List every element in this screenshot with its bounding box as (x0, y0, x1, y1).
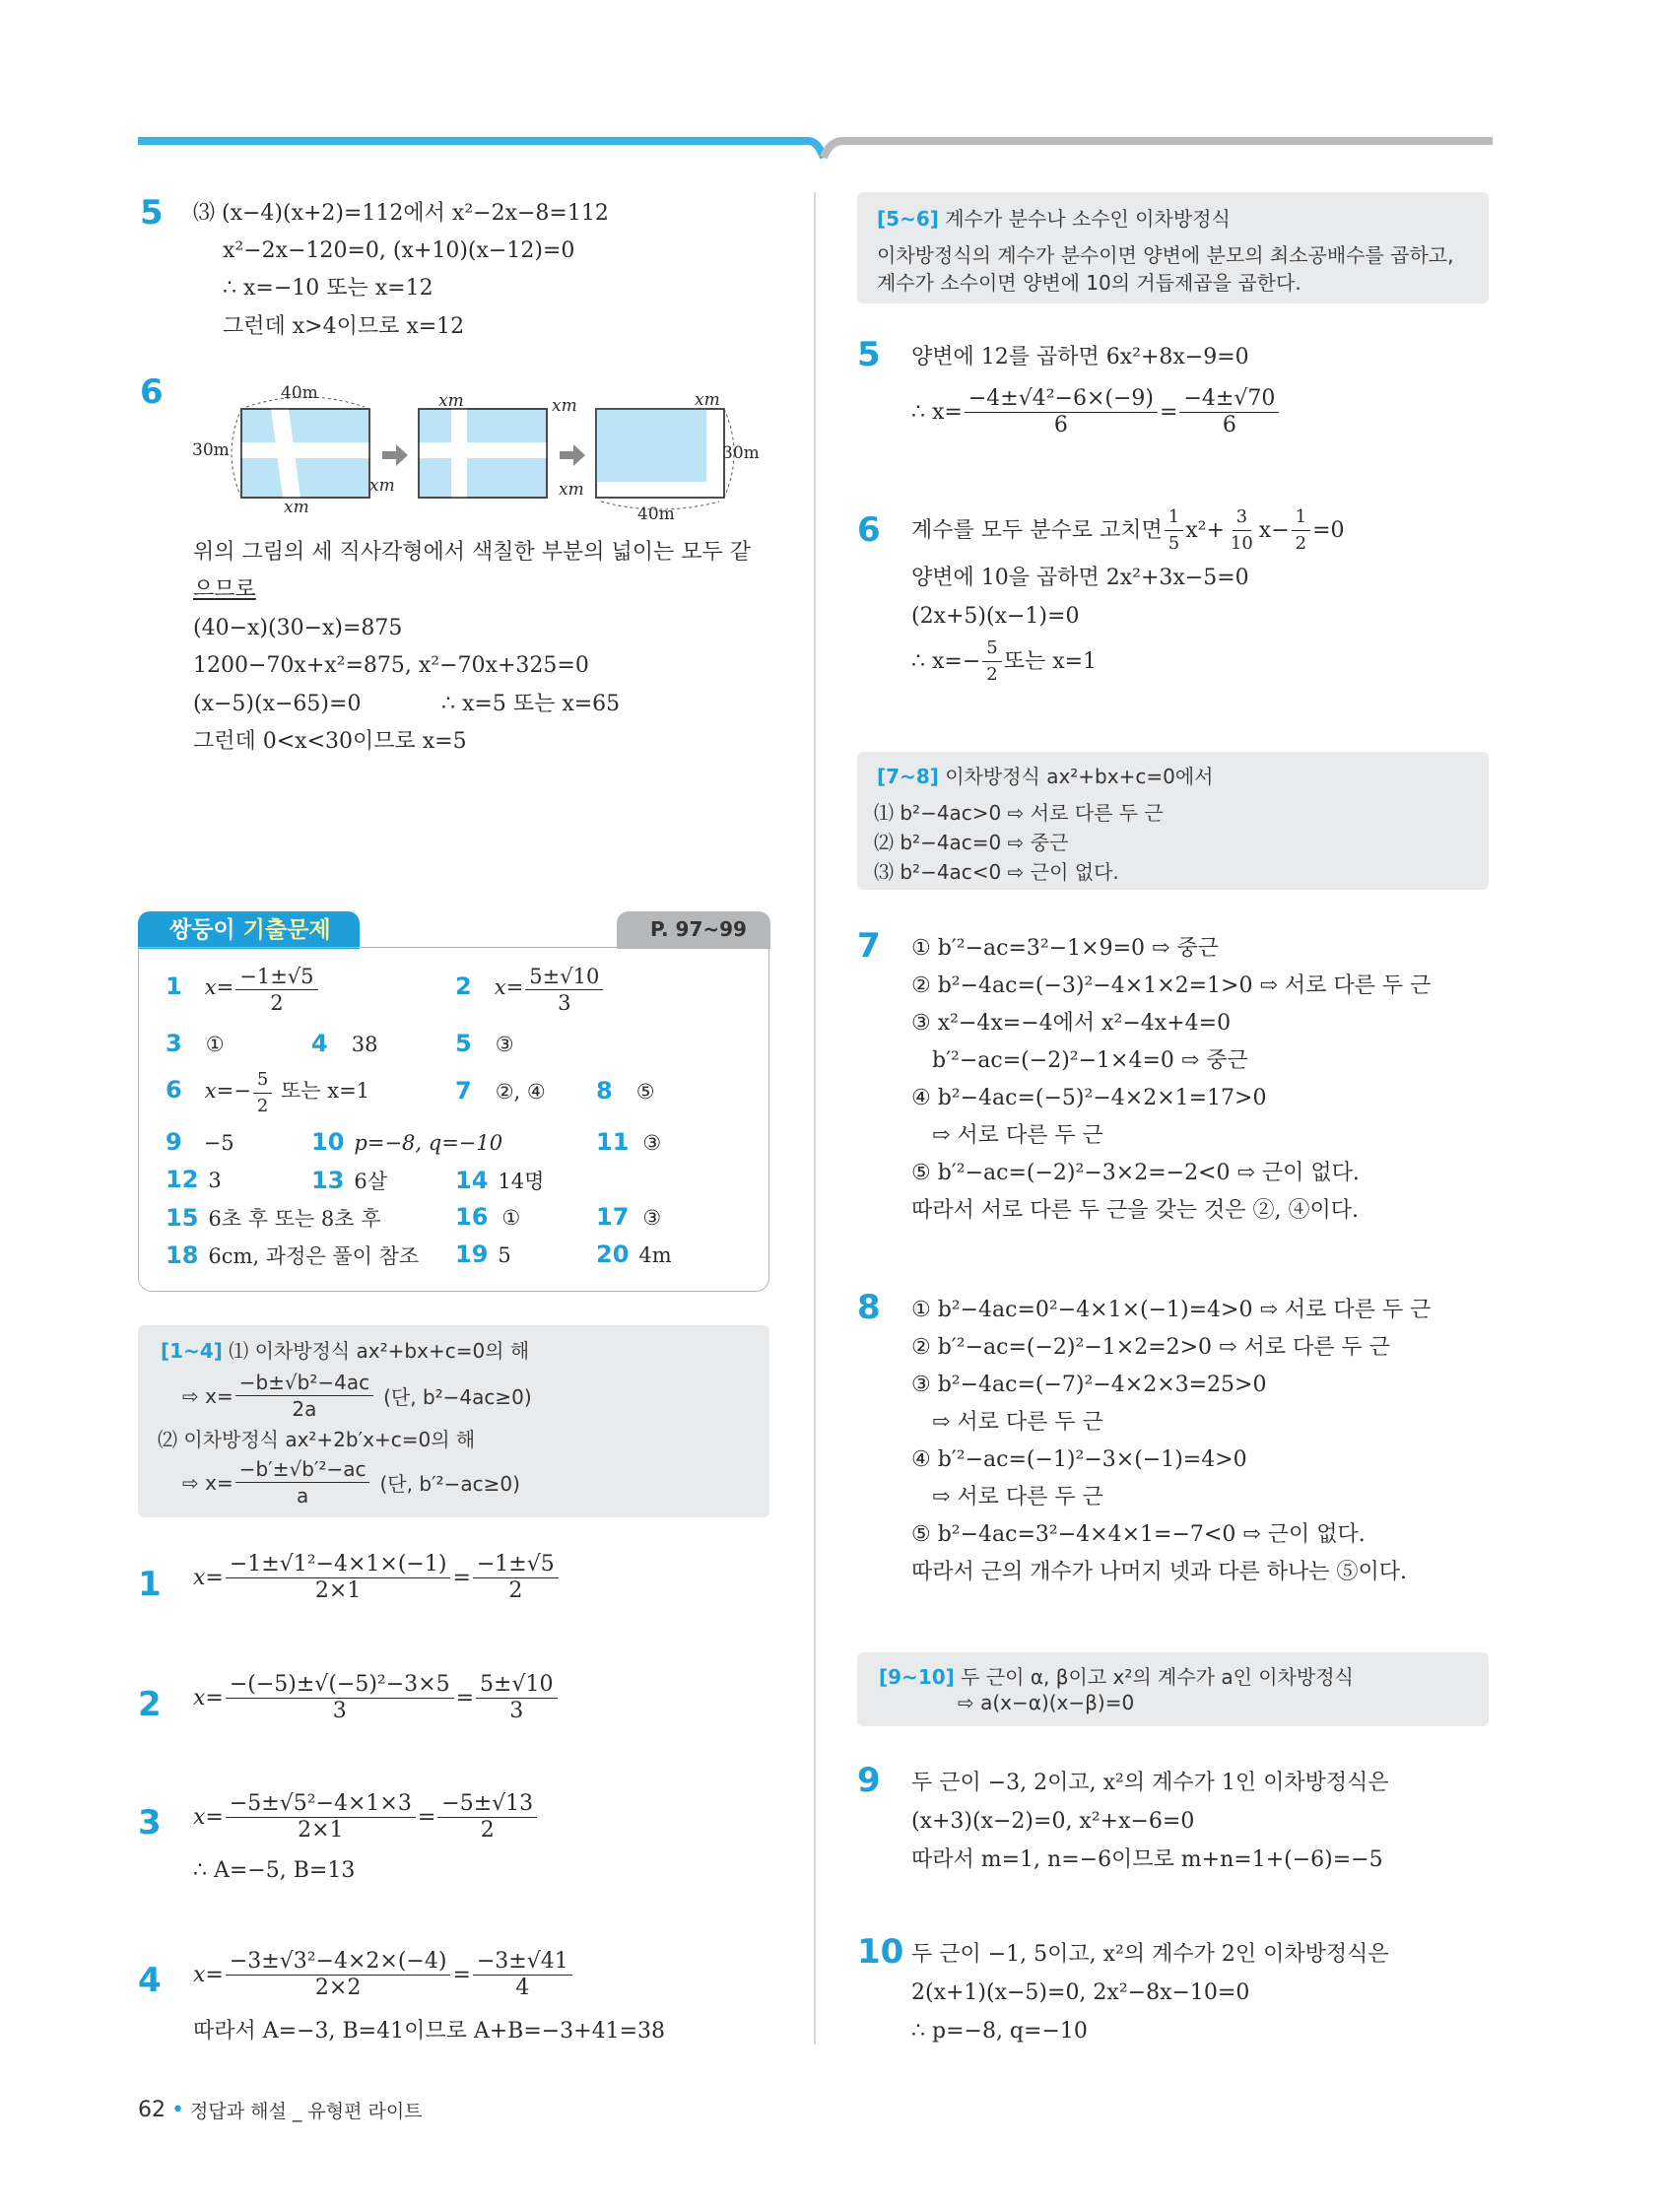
answer-16 (455, 1203, 520, 1231)
tip-5-6-title: 계수가 분수나 소수인 이차방정식 (945, 207, 1231, 231)
right-q6-f3n: 1 (1292, 504, 1310, 531)
right-q6-f2n: 3 (1233, 504, 1251, 531)
right-q5-frac1 (965, 386, 1158, 438)
right-q9-line2: (x+3)(x−2)=0, x²+x−6=0 (911, 1809, 1195, 1834)
fig-label-xm-3: xm (438, 391, 464, 411)
tip-7-8-title: 이차방정식 ax²+bx+c=0에서 (945, 765, 1214, 788)
tip-1-4-frac2-num: −b′±√b′²−ac (235, 1456, 370, 1483)
tip-7-8-tag: [7~8] (877, 765, 939, 788)
answer-18 (166, 1240, 419, 1270)
right-q6-line3: (2x+5)(x−1)=0 (911, 604, 1080, 629)
right-q8-line5: ④ b′²−ac=(−1)²−3×(−1)=4>0 (911, 1447, 1247, 1472)
fig-label-40m-bottom: 40m (637, 504, 675, 524)
left-p6-line5a: (x−5)(x−65)=0 (193, 692, 362, 716)
right-q6-f4 (982, 636, 1001, 688)
right-q9-number: 9 (857, 1761, 881, 1800)
answer-3-text: ① (205, 1033, 225, 1056)
answer-7-label: 7 (455, 1077, 472, 1105)
tip-1-4-l2b: (단, b²−4ac≥0) (383, 1385, 532, 1409)
left-q3-d2: 2 (480, 1818, 495, 1843)
answer-9-text: −5 (203, 1131, 234, 1155)
left-q4-d2: 4 (515, 1976, 530, 2000)
answer-8-text: ⑤ (635, 1080, 655, 1104)
tip-1-4-line2 (182, 1370, 532, 1422)
answer-7 (455, 1077, 546, 1105)
answer-2-den: 3 (558, 991, 571, 1015)
right-q6-line4 (911, 636, 1097, 688)
answer-6-label: 6 (166, 1076, 182, 1104)
tip-1-4-tag: [1~4] (161, 1339, 223, 1363)
right-q5-n2: −4±√70 (1179, 386, 1279, 413)
answer-2-num: 5±√10 (525, 964, 603, 990)
answer-1-label: 1 (166, 972, 182, 1000)
answer-13-label: 13 (311, 1167, 345, 1194)
answer-10-label: 10 (311, 1128, 345, 1156)
right-q8-line2: ② b′²−ac=(−2)²−1×2=2>0 ⇨ 서로 다른 두 근 (911, 1335, 1390, 1360)
right-q6-f1 (1165, 504, 1183, 557)
left-q3-n2: −5±√13 (437, 1791, 537, 1818)
tip-7-8-line3: ⑵ b²−4ac=0 ⇨ 중근 (874, 831, 1069, 854)
answer-11 (596, 1128, 661, 1156)
tip-1-4-frac1 (235, 1370, 373, 1422)
rectangle-figure (187, 379, 778, 517)
fig-label-xm-6: xm (695, 390, 720, 410)
answer-9-label: 9 (166, 1128, 182, 1156)
right-q9-line1: 두 근이 −3, 2이고, x²의 계수가 1인 이차방정식은 (911, 1771, 1389, 1795)
right-q7-line7: ⑤ b′²−ac=(−2)²−3×2=−2<0 ⇨ 근이 없다. (911, 1161, 1360, 1185)
right-q6-t1: x²+ (1185, 517, 1225, 543)
answer-16-text: ① (501, 1206, 521, 1230)
tip-9-10-line2: ⇨ a(x−α)(x−β)=0 (958, 1691, 1135, 1714)
right-q10-number: 10 (857, 1932, 904, 1972)
right-q8-line7: ⑤ b²−4ac=3²−4×4×1=−7<0 ⇨ 근이 없다. (911, 1522, 1366, 1547)
left-q3-d1: 2×1 (298, 1818, 344, 1843)
left-q2-frac2 (476, 1672, 557, 1724)
right-q8-line6: ⇨ 서로 다른 두 근 (911, 1485, 1103, 1509)
tip-1-4-line1 (161, 1335, 529, 1364)
left-q3-line2: ∴ A=−5, B=13 (193, 1858, 356, 1883)
right-q7-line4: b′²−ac=(−2)²−1×4=0 ⇨ 중근 (911, 1048, 1248, 1073)
page-number: 62 (138, 2098, 166, 2122)
fig-label-xm-4: xm (552, 396, 577, 416)
left-q2-n1: −(−5)±√(−5)²−3×5 (226, 1672, 454, 1699)
left-p6-line2: 으므로 (193, 577, 256, 602)
right-q6-f2 (1227, 504, 1257, 557)
left-q4-eqsign: = (452, 1962, 471, 1987)
left-p6-line6: 그런데 0<x<30이므로 x=5 (193, 729, 467, 754)
answer-13 (311, 1166, 387, 1195)
answer-1-text: x= (204, 975, 234, 999)
twin-title (169, 913, 331, 947)
right-q8-number: 8 (857, 1288, 881, 1327)
answer-18-label: 18 (166, 1241, 199, 1269)
right-q6-f4d: 2 (986, 664, 998, 685)
fig-label-40m-top: 40m (281, 383, 318, 403)
right-q6-f1n: 1 (1165, 504, 1183, 531)
right-q10-line1: 두 근이 −1, 5이고, x²의 계수가 2인 이차방정식은 (911, 1942, 1389, 1967)
answer-6-text: x=− (204, 1079, 251, 1103)
answer-3-label: 3 (166, 1030, 182, 1057)
left-q2-d2: 3 (509, 1699, 524, 1723)
right-q7-line6: ⇨ 서로 다른 두 근 (911, 1123, 1103, 1148)
answer-1-den: 2 (270, 991, 284, 1015)
answer-15-text: 6초 후 또는 8초 후 (208, 1207, 381, 1231)
right-q5-d2: 6 (1222, 413, 1236, 437)
tip-7-8-line2: ⑴ b²−4ac>0 ⇨ 서로 다른 두 근 (874, 801, 1164, 825)
left-q4-eq (193, 1949, 574, 2001)
twin-title-b: 기출문제 (242, 917, 331, 943)
answer-15-label: 15 (166, 1204, 199, 1232)
tip-7-8-line4: ⑶ b²−4ac<0 ⇨ 근이 없다. (874, 860, 1119, 884)
left-q3-eqsign: = (417, 1804, 436, 1830)
answer-6-num: 5 (253, 1067, 272, 1094)
left-q1-number: 1 (138, 1565, 162, 1604)
left-q4-n1: −3±√3²−4×2×(−4) (226, 1949, 451, 1976)
answer-10 (311, 1128, 502, 1156)
tip-5-6-line1 (877, 203, 1231, 232)
answer-17-text: ③ (642, 1206, 662, 1230)
right-q7-line5: ④ b²−4ac=(−5)²−4×2×1=17>0 (911, 1086, 1267, 1110)
answer-16-label: 16 (455, 1203, 489, 1231)
left-q1-a: x= (193, 1565, 224, 1590)
tip-1-4-l1: ⑴ 이차방정식 ax²+bx+c=0의 해 (229, 1339, 530, 1363)
tip-1-4-frac2 (235, 1456, 370, 1508)
answer-4-text: 38 (351, 1033, 378, 1056)
answer-6-den: 2 (256, 1096, 269, 1116)
answer-2 (455, 964, 605, 1016)
answer-12 (166, 1166, 222, 1193)
right-q5-d1: 6 (1053, 413, 1068, 437)
right-q9-line3: 따라서 m=1, n=−6이므로 m+n=1+(−6)=−5 (911, 1847, 1383, 1872)
right-q5-eq (911, 386, 1281, 438)
right-q8-line1: ① b²−4ac=0²−4×1×(−1)=4>0 ⇨ 서로 다른 두 근 (911, 1298, 1432, 1322)
right-q6-number: 6 (857, 510, 881, 550)
left-p6-line4: 1200−70x+x²=875, x²−70x+325=0 (193, 653, 589, 678)
left-q1-frac1 (226, 1552, 451, 1604)
answer-2-label: 2 (455, 972, 472, 1000)
left-q3-a: x= (193, 1804, 224, 1830)
answer-1-frac (235, 964, 317, 1016)
right-q10-line2: 2(x+1)(x−5)=0, 2x²−8x−10=0 (911, 1980, 1250, 2005)
answer-1-num: −1±√5 (235, 964, 317, 990)
answer-14-label: 14 (455, 1167, 489, 1194)
right-q6-l4b: 또는 x=1 (1003, 648, 1098, 674)
answer-19-label: 19 (455, 1240, 489, 1268)
tip-5-6-line2: 이차방정식의 계수가 분수이면 양변에 분모의 최소공배수를 곱하고, (877, 243, 1454, 267)
left-q3-number: 3 (138, 1803, 162, 1843)
right-q6-t3: =0 (1312, 517, 1345, 543)
left-q4-frac2 (473, 1949, 572, 2001)
tip-1-4-frac2-den: a (296, 1484, 309, 1508)
answer-14 (455, 1166, 544, 1195)
left-q4-number: 4 (138, 1961, 162, 2000)
header-bar (0, 0, 1668, 168)
twin-pages: P. 97~99 (650, 917, 747, 941)
tip-5-6-line3: 계수가 소수이면 양변에 10의 거듭제곱을 곱한다. (877, 271, 1301, 295)
fig-label-xm-2: xm (369, 476, 395, 496)
left-q3-frac1 (226, 1791, 416, 1843)
footer-bullet: • (171, 2098, 184, 2122)
right-q6-f3d: 2 (1295, 533, 1307, 554)
left-p5-line4: 그런데 x>4이므로 x=12 (223, 314, 465, 339)
right-q5-frac2 (1179, 386, 1279, 438)
left-p5-line2: x²−2x−120=0, (x+10)(x−12)=0 (223, 238, 575, 263)
tip-9-10-title: 두 근이 α, β이고 x²의 계수가 a인 이차방정식 (961, 1665, 1354, 1689)
left-q2-n2: 5±√10 (476, 1672, 557, 1699)
answer-1 (166, 964, 320, 1016)
answer-18-text: 6cm, 과정은 풀이 참조 (208, 1244, 420, 1268)
tip-1-4-l2a: ⇨ x= (182, 1383, 234, 1408)
left-q1-frac2 (473, 1552, 559, 1604)
right-q7-line2: ② b²−4ac=(−3)²−4×1×2=1>0 ⇨ 서로 다른 두 근 (911, 973, 1432, 998)
right-q6-line1 (911, 504, 1345, 557)
answer-11-text: ③ (642, 1131, 662, 1155)
left-q3-n1: −5±√5²−4×1×3 (226, 1791, 416, 1818)
right-q8-line8: 따라서 근의 개수가 나머지 넷과 다른 하나는 ⑤이다. (911, 1560, 1407, 1584)
tip-1-4-frac1-num: −b±√b²−4ac (235, 1370, 373, 1396)
answer-9 (166, 1128, 234, 1156)
answer-6-frac (253, 1067, 272, 1119)
right-q7-line3: ③ x²−4x=−4에서 x²−4x+4=0 (911, 1011, 1232, 1036)
answer-17-label: 17 (596, 1203, 630, 1231)
answer-8-label: 8 (596, 1077, 613, 1105)
answer-12-text: 3 (208, 1169, 222, 1192)
answer-20-text: 4m (638, 1243, 672, 1267)
footer (138, 2097, 423, 2123)
left-q1-n1: −1±√1²−4×1×(−1) (226, 1552, 451, 1578)
left-q4-a: x= (193, 1962, 224, 1987)
answer-19 (455, 1240, 511, 1268)
left-q1-d2: 2 (508, 1578, 523, 1603)
answer-15 (166, 1203, 381, 1233)
left-p5-line3: ∴ x=−10 또는 x=12 (223, 276, 434, 301)
answer-3 (166, 1030, 225, 1057)
answer-20-label: 20 (596, 1240, 630, 1268)
answer-5-label: 5 (455, 1030, 472, 1057)
twin-answers (166, 961, 767, 1286)
right-q6-f3 (1292, 504, 1310, 557)
fig-label-30m-right: 30m (722, 443, 760, 463)
tip-5-6-tag: [5~6] (877, 207, 939, 231)
right-q6-t2: x− (1258, 517, 1290, 543)
left-q3-frac2 (437, 1791, 537, 1843)
right-q10-line3: ∴ p=−8, q=−10 (911, 2019, 1088, 2044)
left-q4-line2: 따라서 A=−3, B=41이므로 A+B=−3+41=38 (193, 2019, 666, 2044)
answer-11-label: 11 (596, 1128, 630, 1156)
column-divider (814, 192, 816, 2044)
right-q6-f2d: 10 (1230, 533, 1253, 554)
right-q8-line4: ⇨ 서로 다른 두 근 (911, 1410, 1103, 1435)
tip-1-4-l4b: (단, b′²−ac≥0) (379, 1472, 520, 1496)
left-q2-number: 2 (138, 1685, 162, 1724)
answer-8 (596, 1077, 655, 1105)
left-q2-eqsign: = (455, 1685, 475, 1710)
left-q2-a: x= (193, 1685, 224, 1710)
tip-1-4-line3: ⑵ 이차방정식 ax²+2b′x+c=0의 해 (158, 1428, 476, 1451)
tip-7-8-line1 (877, 761, 1213, 789)
left-q2-eq (193, 1672, 560, 1724)
right-q6-l4a: ∴ x=− (911, 648, 981, 674)
right-q5-eqsign: = (1160, 399, 1178, 425)
left-q1-n2: −1±√5 (473, 1552, 559, 1578)
left-q2-frac1 (226, 1672, 454, 1724)
answer-6 (166, 1067, 369, 1119)
fig-label-xm-1: xm (284, 498, 309, 517)
tip-9-10-tag: [9~10] (879, 1665, 955, 1689)
tip-9-10-line1 (879, 1661, 1354, 1690)
left-p5-line1: ⑶ (x−4)(x+2)=112에서 x²−2x−8=112 (193, 201, 609, 226)
answer-2-frac (525, 964, 603, 1016)
left-p6-line1: 위의 그림의 세 직사각형에서 색칠한 부분의 넓이는 모두 같 (193, 540, 751, 565)
answer-17 (596, 1203, 661, 1231)
right-q5-a: ∴ x= (911, 399, 963, 425)
left-p5-number: 5 (140, 193, 164, 233)
left-p6-line5b: ∴ x=5 또는 x=65 (441, 692, 621, 716)
tip-1-4-frac1-den: 2a (292, 1397, 317, 1421)
left-q1-d1: 2×1 (314, 1578, 362, 1603)
answer-6-text2: 또는 x=1 (274, 1079, 370, 1103)
right-q5-n1: −4±√4²−6×(−9) (965, 386, 1158, 413)
answer-14-text: 14명 (498, 1170, 545, 1193)
tip-1-4-l4a: ⇨ x= (182, 1470, 234, 1495)
answer-20 (596, 1240, 672, 1268)
left-q1-eq (193, 1552, 561, 1604)
left-q4-frac1 (226, 1949, 451, 2001)
right-q7-line1: ① b′²−ac=3²−1×9=0 ⇨ 중근 (911, 936, 1219, 961)
right-q5-line1: 양변에 12를 곱하면 6x²+8x−9=0 (911, 345, 1249, 369)
answer-4 (311, 1030, 377, 1057)
twin-title-a: 쌍둥이 (169, 917, 243, 943)
right-q7-line8: 따라서 서로 다른 두 근을 갖는 것은 ②, ④이다. (911, 1198, 1359, 1223)
right-q6-f1d: 5 (1168, 533, 1180, 554)
answer-5-text: ③ (495, 1033, 514, 1056)
left-q3-eq (193, 1791, 539, 1843)
answer-2-text: x= (494, 975, 524, 999)
answer-19-text: 5 (498, 1243, 511, 1267)
left-q4-d1: 2×2 (314, 1976, 362, 2000)
fig-label-30m-left: 30m (192, 440, 230, 460)
tip-1-4-line4 (182, 1456, 520, 1508)
right-q6-f4n: 5 (982, 636, 1001, 662)
right-q5-number: 5 (857, 335, 881, 374)
answer-10-text: p=−8, q=−10 (354, 1131, 503, 1155)
left-p6-line3: (40−x)(30−x)=875 (193, 616, 403, 640)
answer-13-text: 6살 (354, 1170, 388, 1193)
right-q7-number: 7 (857, 926, 881, 966)
answer-7-text: ②, ④ (495, 1080, 546, 1104)
right-q8-line3: ③ b²−4ac=(−7)²−4×2×3=25>0 (911, 1373, 1267, 1397)
left-q4-n2: −3±√41 (473, 1949, 572, 1976)
left-q1-eqsign: = (452, 1565, 471, 1590)
answer-5 (455, 1030, 514, 1057)
right-q6-line2: 양변에 10을 곱하면 2x²+3x−5=0 (911, 566, 1249, 590)
answer-12-label: 12 (166, 1166, 199, 1193)
fig-label-xm-5: xm (559, 480, 584, 500)
left-q2-d1: 3 (332, 1699, 347, 1723)
right-q6-l1a: 계수를 모두 분수로 고치면 (911, 517, 1163, 543)
left-p6-number: 6 (140, 372, 164, 412)
footer-text: 정답과 해설 _ 유형편 라이트 (189, 2101, 423, 2122)
answer-4-label: 4 (311, 1030, 328, 1057)
